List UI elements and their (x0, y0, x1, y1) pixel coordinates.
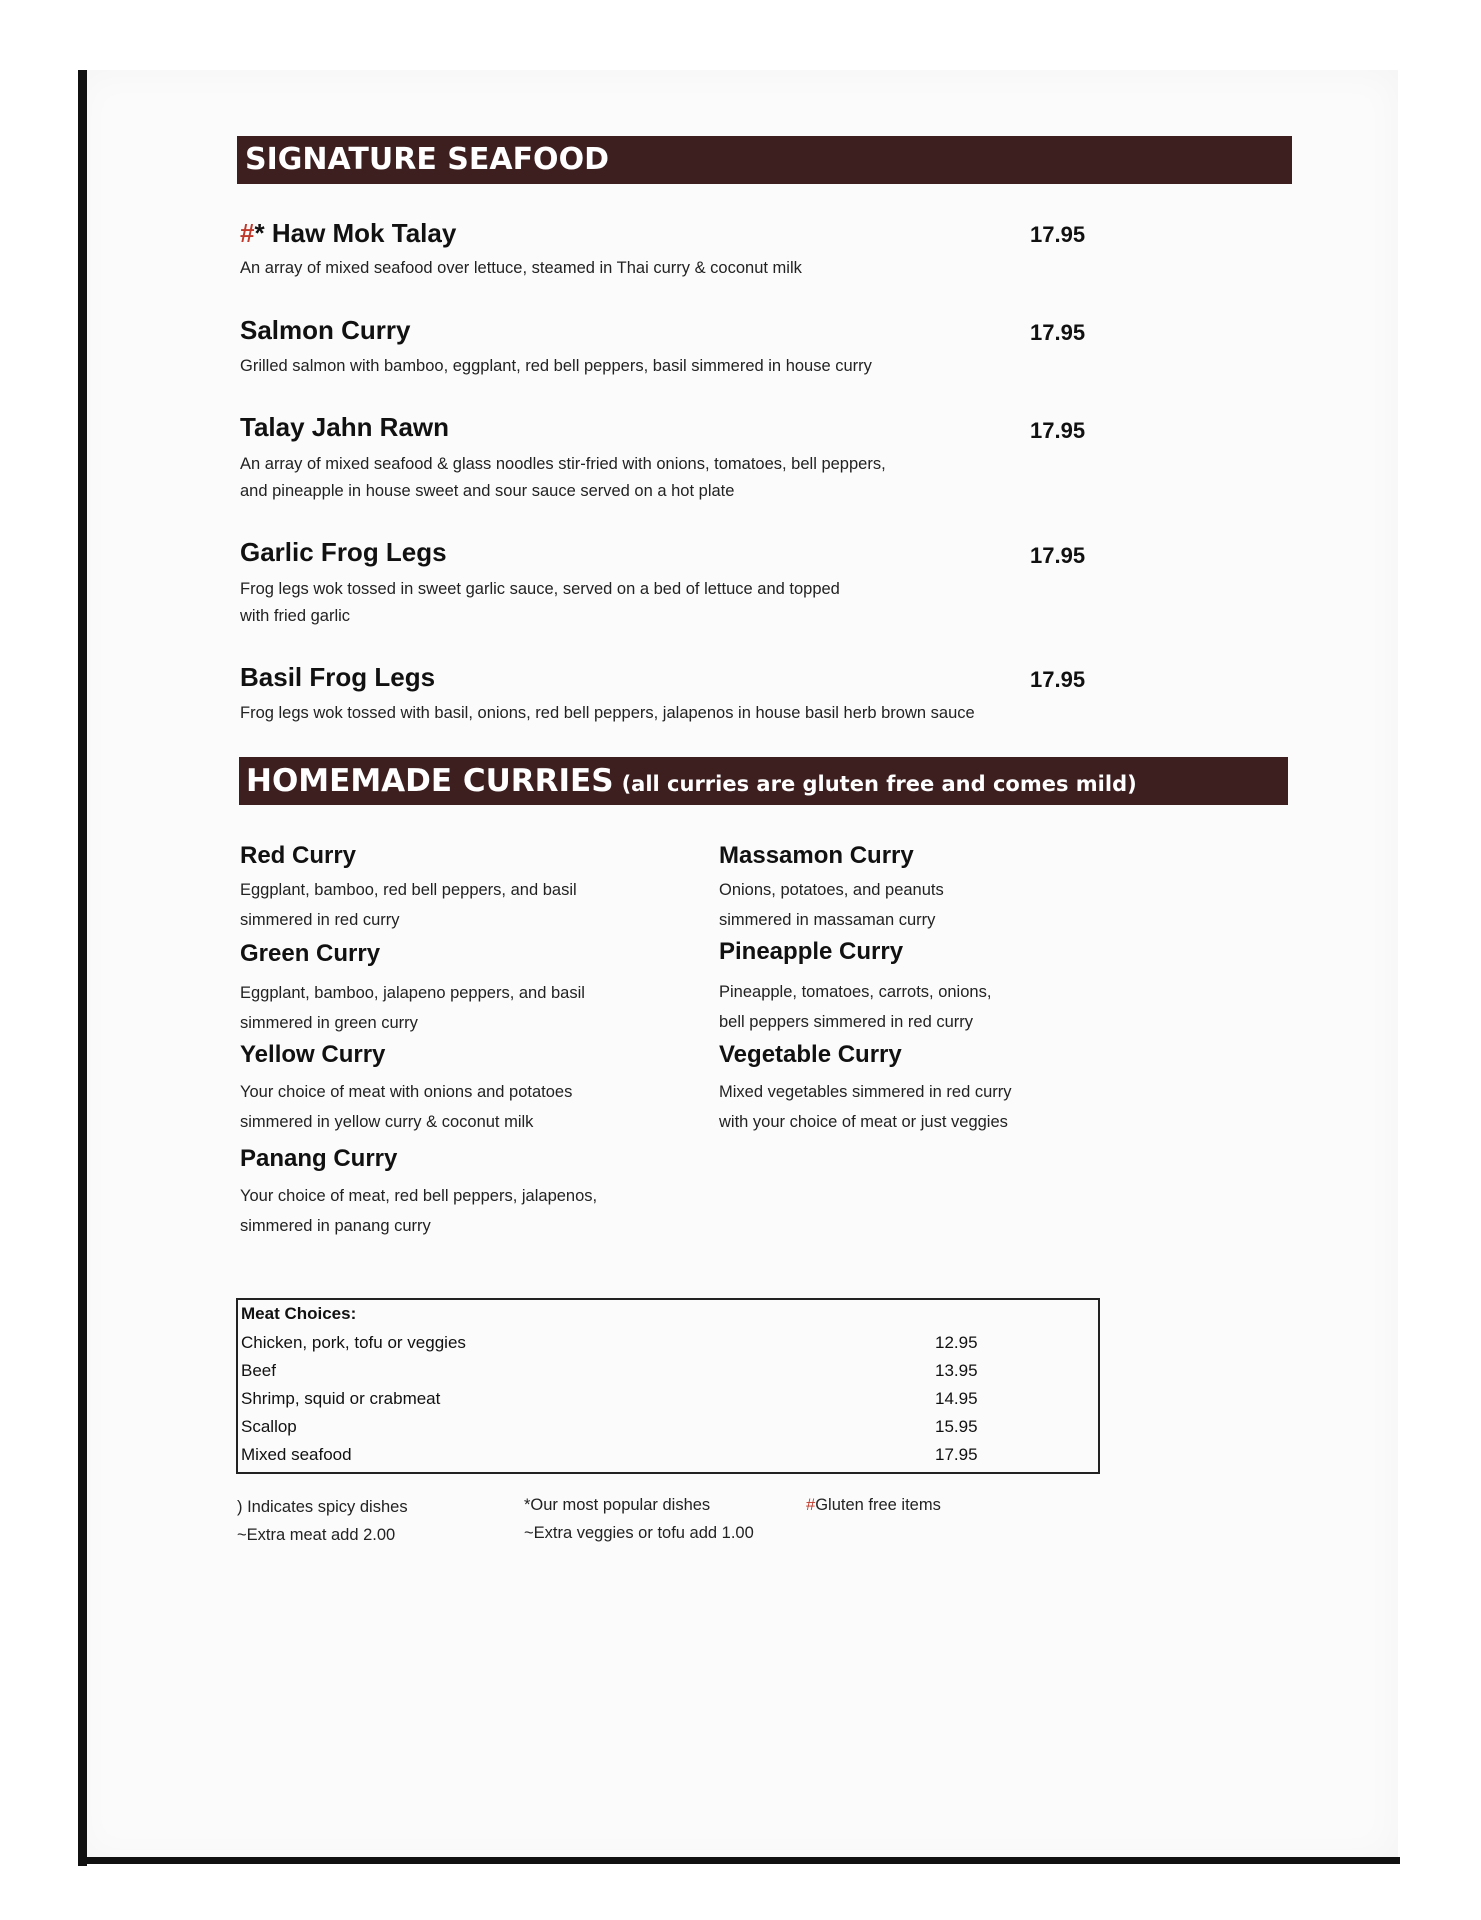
meat-choice-row (241, 1441, 981, 1469)
popular-mark: * (254, 218, 265, 248)
curry-name: Vegetable Curry (719, 1041, 902, 1068)
dish-description-line: Frog legs wok tossed with basil, onions, red bell peppers, jalapenos in house basil herb brown sauce (240, 704, 975, 722)
curry-description (719, 1077, 1012, 1137)
curry-description-line: Your choice of meat with onions and potatoes (240, 1083, 573, 1101)
meat-choice-name: Beef (241, 1361, 276, 1380)
meat-choices-table (236, 1298, 1100, 1474)
dish-description (240, 576, 840, 630)
curry-description (719, 977, 991, 1037)
curry-description-line: simmered in massaman curry (719, 911, 936, 929)
legend-spicy: ) Indicates spicy dishes (237, 1498, 408, 1516)
dish-description-line: Grilled salmon with bamboo, eggplant, red bell peppers, basil simmered in house curry (240, 357, 872, 375)
legend-gluten-free-mark: # (806, 1496, 816, 1514)
homemade-curries-title: HOMEMADE CURRIES (246, 763, 614, 799)
curry-description-line: Eggplant, bamboo, jalapeno peppers, and basil (240, 984, 585, 1002)
dish-name: Talay Jahn Rawn (240, 412, 450, 442)
page-left-edge (78, 70, 87, 1866)
homemade-curries-header (239, 757, 1288, 805)
curry-description-line: Mixed vegetables simmered in red curry (719, 1083, 1012, 1101)
legend-gluten-free-text: Gluten free items (815, 1496, 941, 1514)
dish-description-line: An array of mixed seafood over lettuce, steamed in Thai curry & coconut milk (240, 259, 802, 277)
meat-choice-row (241, 1385, 981, 1413)
dish-description-line: and pineapple in house sweet and sour sauce served on a hot plate (240, 482, 735, 500)
curry-name: Pineapple Curry (719, 938, 904, 965)
legend-middle (524, 1491, 754, 1547)
dish-price: 17.95 (1030, 667, 1086, 692)
meat-choice-name: Mixed seafood (241, 1445, 352, 1464)
curry-description-line: simmered in red curry (240, 911, 400, 929)
legend-right (806, 1491, 941, 1519)
curry-name: Green Curry (240, 940, 381, 967)
dish-price: 17.95 (1030, 543, 1086, 568)
meat-choice-row (241, 1357, 981, 1385)
dish-name-text: Haw Mok Talay (271, 218, 457, 248)
gluten-free-mark: # (240, 218, 255, 248)
dish-description (240, 700, 975, 727)
meat-choices-title: Meat Choices: (241, 1304, 357, 1323)
curry-description (240, 978, 585, 1038)
curry-description-line: simmered in panang curry (240, 1217, 431, 1235)
curry-description-line: Your choice of meat, red bell peppers, jalapenos, (240, 1187, 598, 1205)
dish-description (240, 353, 872, 380)
meat-choice-price: 13.95 (935, 1361, 978, 1380)
curry-description-line: bell peppers simmered in red curry (719, 1013, 974, 1031)
dish-name: Basil Frog Legs (240, 662, 436, 692)
meat-choice-price: 12.95 (935, 1333, 978, 1352)
legend-gluten-free (806, 1491, 941, 1519)
dish-name (240, 218, 456, 249)
curry-description (240, 875, 577, 935)
curry-description (240, 1077, 572, 1137)
meat-choice-price: 17.95 (935, 1445, 978, 1464)
curry-description-line: Pineapple, tomatoes, carrots, onions, (719, 983, 992, 1001)
page-bottom-edge (78, 1857, 1400, 1864)
dish-description-line: An array of mixed seafood & glass noodles stir-fried with onions, tomatoes, bell peppers, (240, 455, 886, 473)
meat-choice-name: Scallop (241, 1417, 297, 1436)
meat-choice-name: Shrimp, squid or crabmeat (241, 1389, 441, 1408)
dish-description (240, 451, 886, 505)
legend-extra-meat: ~Extra meat add 2.00 (237, 1526, 396, 1544)
legend-extra-veggies: ~Extra veggies or tofu add 1.00 (524, 1524, 754, 1542)
meat-choice-name: Chicken, pork, tofu or veggies (241, 1333, 466, 1352)
curry-description (719, 875, 944, 935)
legend-left (237, 1493, 408, 1549)
curry-name: Red Curry (240, 842, 357, 869)
dish-name: Salmon Curry (240, 315, 411, 345)
curry-description-line: simmered in green curry (240, 1014, 418, 1032)
meat-choice-row (241, 1329, 981, 1357)
dish-name: Garlic Frog Legs (240, 537, 447, 567)
signature-seafood-header (237, 136, 1292, 184)
dish-price: 17.95 (1030, 418, 1086, 443)
meat-choice-price: 15.95 (935, 1417, 978, 1436)
curry-name: Panang Curry (240, 1145, 398, 1172)
dish-price: 17.95 (1030, 222, 1086, 247)
signature-seafood-title: SIGNATURE SEAFOOD (245, 142, 609, 177)
curry-description-line: Eggplant, bamboo, red bell peppers, and basil (240, 881, 577, 899)
curry-description-line: Onions, potatoes, and peanuts (719, 881, 944, 899)
dish-description (240, 255, 802, 282)
curry-name: Massamon Curry (719, 842, 914, 869)
curry-name: Yellow Curry (240, 1041, 386, 1068)
dish-description-line: with fried garlic (240, 607, 351, 625)
dish-price: 17.95 (1030, 320, 1086, 345)
meat-choice-row (241, 1413, 981, 1441)
curry-description (240, 1181, 597, 1241)
homemade-curries-subtitle: (all curries are gluten free and comes mild) (621, 772, 1137, 796)
dish-description-line: Frog legs wok tossed in sweet garlic sauce, served on a bed of lettuce and topped (240, 580, 840, 598)
curry-description-line: simmered in yellow curry & coconut milk (240, 1113, 534, 1131)
curry-description-line: with your choice of meat or just veggies (719, 1113, 1008, 1131)
meat-choice-price: 14.95 (935, 1389, 978, 1408)
legend-popular: *Our most popular dishes (524, 1496, 711, 1514)
